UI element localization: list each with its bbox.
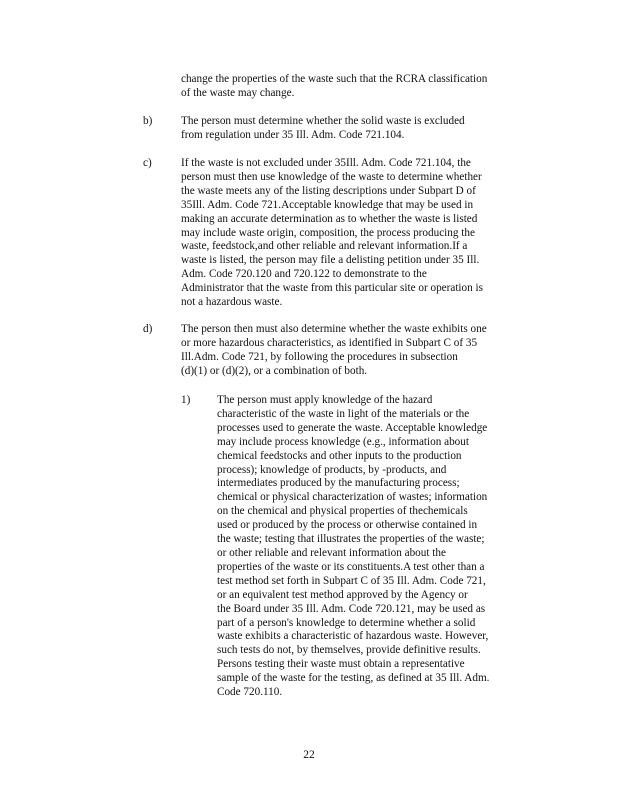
text-line: not a hazardous waste. (181, 296, 283, 309)
text-line: waste exhibits a characteristic of hazardous waste. However, (217, 630, 489, 643)
text-line: properties of the waste or its constituents.A test other than a (217, 560, 485, 573)
text-line: or other reliable and relevant information about the (217, 546, 446, 559)
text-line: process); knowledge of products, by -products, and (217, 463, 447, 476)
item-d-label: d) (143, 323, 153, 335)
item-c-label: c) (143, 157, 152, 169)
intro-paragraph (181, 73, 511, 101)
text-line: chemical or physical characterization of wastes; information (217, 491, 488, 504)
item-b-paragraph (181, 115, 511, 143)
text-line: on the chemical and physical properties of thechemicals (217, 505, 468, 518)
page-number: 22 (303, 749, 315, 761)
text-line: such tests do not, by themselves, provide definitive results. (217, 644, 481, 657)
text-line: the waste; testing that illustrates the properties of the waste; (217, 533, 485, 546)
text-line: change the properties of the waste such that the RCRA classification (181, 73, 488, 85)
text-line: may include process knowledge (e.g., information about (217, 435, 469, 448)
text-line: The person must determine whether the solid waste is excluded (181, 115, 465, 127)
text-line: may include waste origin, composition, the process producing the (181, 226, 475, 239)
text-line: Persons testing their waste must obtain a representative (217, 658, 465, 671)
text-line: from regulation under 35 Ill. Adm. Code 721.104. (181, 128, 405, 141)
text-line: characteristic of the waste in light of the materials or the (217, 407, 470, 420)
text-line: the waste meets any of the listing descriptions under Subpart D of (181, 184, 476, 197)
item-c-paragraph (181, 157, 511, 310)
text-line: The person then must also determine whether the waste exhibits one (181, 323, 487, 335)
text-line: chemical feedstocks and other inputs to the production (217, 449, 462, 462)
text-line: Code 720.110. (217, 686, 283, 699)
text-line: If the waste is not excluded under 35Ill. Adm. Code 721.104, the (181, 157, 471, 169)
text-line: or more hazardous characteristics, as identified in Subpart C of 35 (181, 336, 478, 349)
text-line: waste, feedstock,and other reliable and relevant information.If a (181, 240, 468, 253)
text-line: Administrator that the waste from this particular site or operation is (181, 282, 483, 295)
text-line: of the waste may change. (181, 86, 295, 99)
text-line: or an equivalent test method approved by the Agency or (217, 588, 468, 601)
text-line: intermediates produced by the manufacturing process; (217, 477, 460, 490)
text-line: sample of the waste for the testing, as defined at 35 Ill. Adm. (217, 672, 490, 685)
text-line: Ill.Adm. Code 721, by following the procedures in subsection (181, 350, 458, 363)
item-d-paragraph (181, 323, 511, 379)
text-line: waste is listed, the person may file a delisting petition under 35 Ill. (181, 254, 480, 267)
text-line: Adm. Code 720.120 and 720.122 to demonstrate to the (181, 268, 427, 281)
item-d1-label: 1) (181, 394, 191, 406)
text-line: making an accurate determination as to whether the waste is listed (181, 212, 478, 225)
text-line: part of a person's knowledge to determine whether a solid (217, 616, 476, 629)
item-d1-paragraph (217, 394, 513, 700)
text-line: processes used to generate the waste. Acceptable knowledge (217, 421, 488, 434)
text-line: used or produced by the process or otherwise contained in (217, 519, 478, 532)
text-line: the Board under 35 Ill. Adm. Code 720.121, may be used as (217, 602, 486, 615)
text-line: (d)(1) or (d)(2), or a combination of both. (181, 364, 368, 377)
item-b-label: b) (143, 115, 153, 127)
text-line: 35Ill. Adm. Code 721.Acceptable knowledge that may be used in (181, 198, 474, 211)
text-line: The person must apply knowledge of the hazard (217, 394, 433, 406)
text-line: person must then use knowledge of the waste to determine whether (181, 170, 482, 183)
text-line: test method set forth in Subpart C of 35 Ill. Adm. Code 721, (217, 574, 486, 587)
